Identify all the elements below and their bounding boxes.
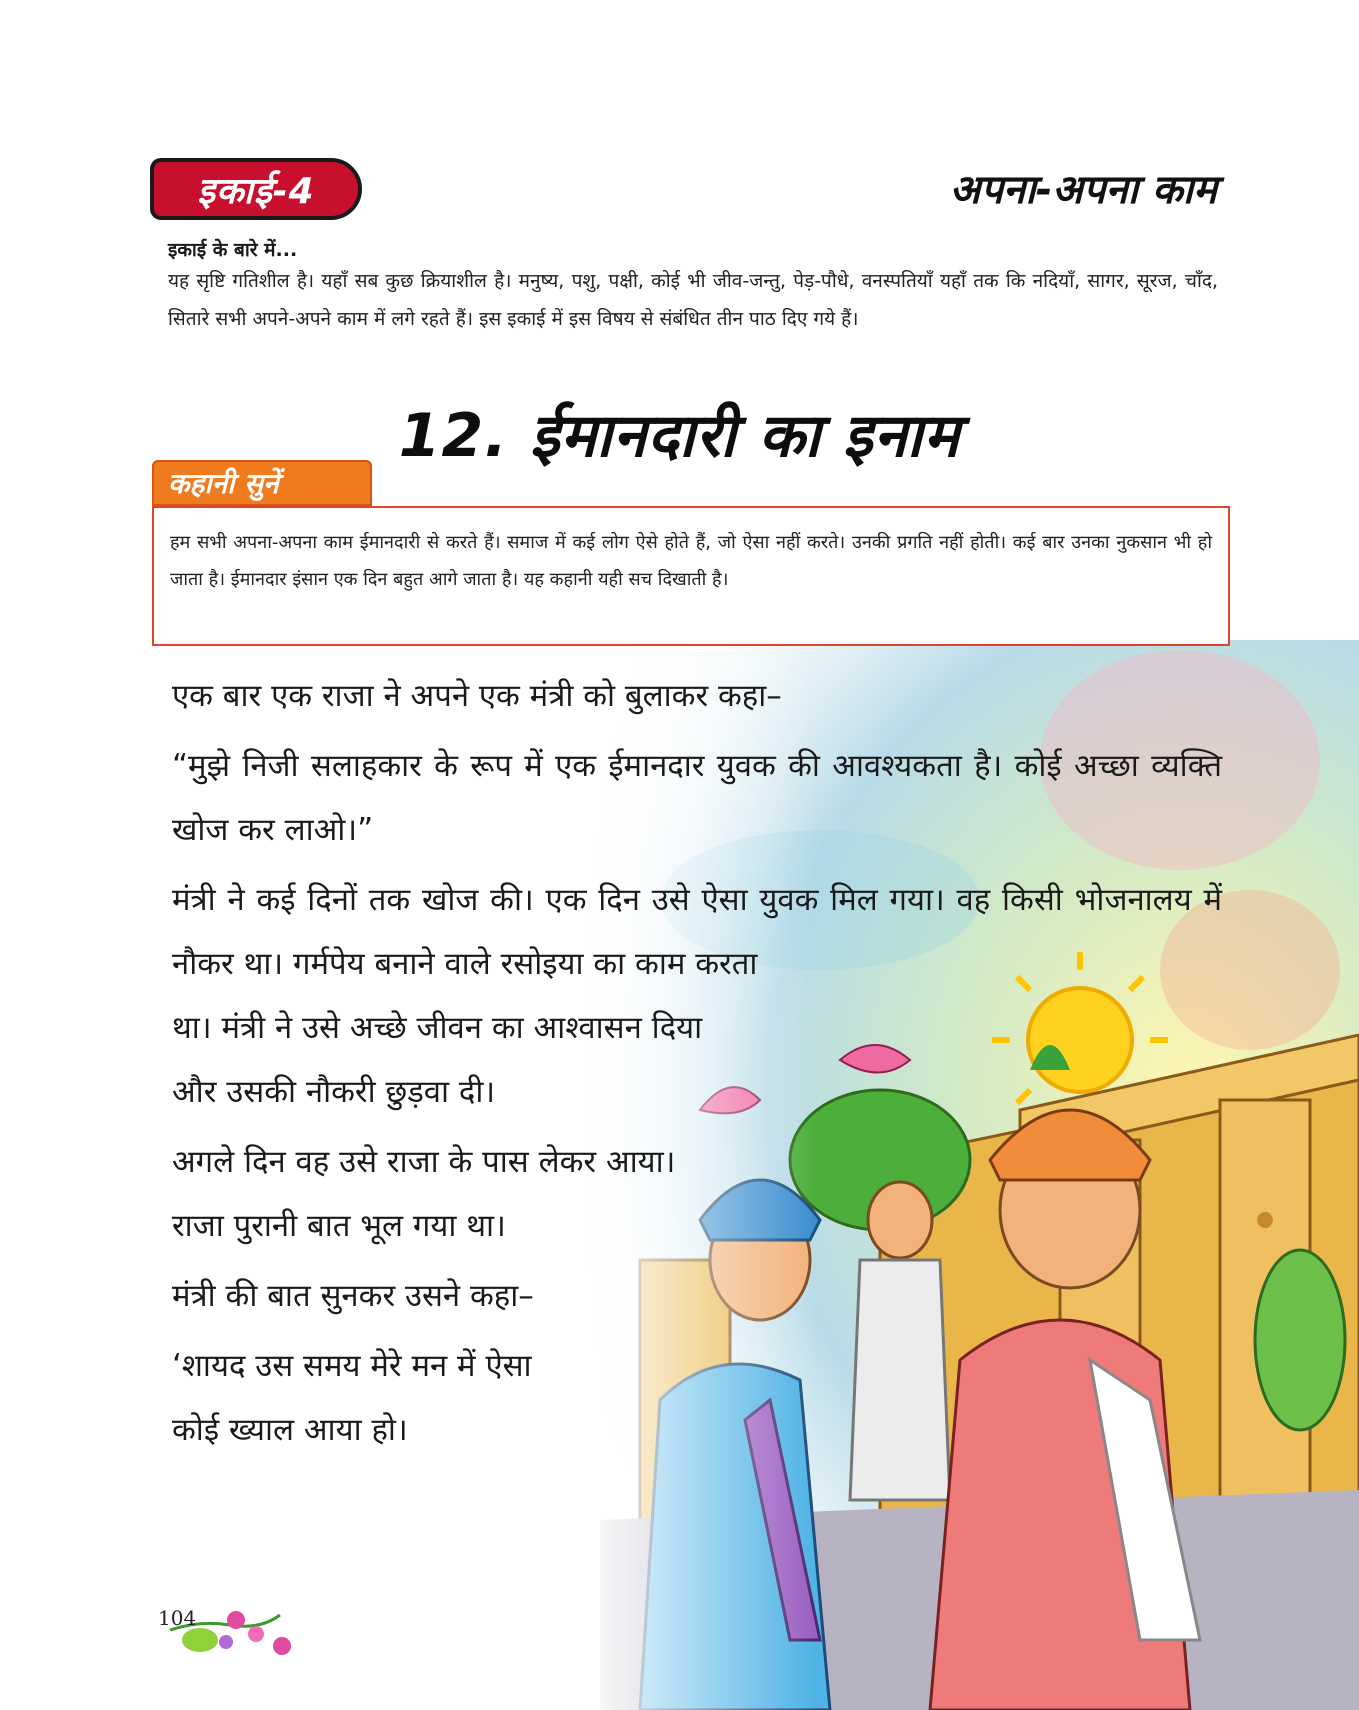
story-paragraph: मंत्री ने कई दिनों तक खोज की। एक दिन उसे ऐसा युवक मिल गया। वह किसी भोजनालय में नौकर था। गर्मपेय बनाने वाले रसोइया का काम करता [172, 882, 1222, 982]
unit-title: अपना-अपना काम [949, 167, 1217, 213]
unit-label: इकाई-4 [197, 170, 315, 212]
listen-tab-label: कहानी सुनें [168, 467, 279, 500]
listen-tab [152, 460, 372, 506]
story-line: और उसकी नौकरी छुड़वा दी। [172, 1074, 496, 1110]
listen-box: हम सभी अपना-अपना काम ईमानदारी से करते हैं। समाज में कई लोग ऐसे होते हैं, जो ऐसा नहीं करते। उनकी प्रगति नहीं होती। कई बार उनका नुकसान भी हो जाता है। ईमानदार इंसान एक दिन बहुत आगे जाता है। यह कहानी यही सच दिखाती है। [152, 506, 1230, 646]
page-number: 104 [158, 1606, 197, 1630]
about-text: यह सृष्टि गतिशील है। यहाँ सब कुछ क्रियाशील है। मनुष्य, पशु, पक्षी, कोई भी जीव-जन्तु, पेड़-पौधे, वनस्पतियाँ यहाँ तक कि नदियाँ, सागर, सूरज, चाँद, सितारे सभी अपने-अपने काम में लगे रहते हैं। इस इकाई में इस विषय से संबंधित तीन पाठ दिए गये हैं। [168, 270, 1218, 330]
story-paragraph: अगले दिन वह उसे राजा के पास लेकर आया। राजा पुरानी बात भूल गया था। [172, 1144, 676, 1244]
story-body [172, 664, 1222, 1462]
unit-badge [150, 158, 362, 220]
about-heading: इकाई के बारे में... [168, 239, 298, 261]
story-line: था। मंत्री ने उसे अच्छे जीवन का आश्वासन दिया [172, 1010, 703, 1046]
lesson-title: 12. ईमानदारी का इनाम [398, 401, 961, 471]
story-paragraph: “मुझे निजी सलाहकार के रूप में एक ईमानदार युवक की आवश्यकता है। कोई अच्छा व्यक्ति खोज कर लाओ।” [172, 748, 1222, 848]
story-paragraph: मंत्री की बात सुनकर उसने कहा– [172, 1278, 534, 1314]
story-paragraph: ‘शायद उस समय मेरे मन में ऐसा कोई ख्याल आया हो। [172, 1348, 532, 1448]
story-paragraph: एक बार एक राजा ने अपने एक मंत्री को बुलाकर कहा– [172, 678, 782, 714]
